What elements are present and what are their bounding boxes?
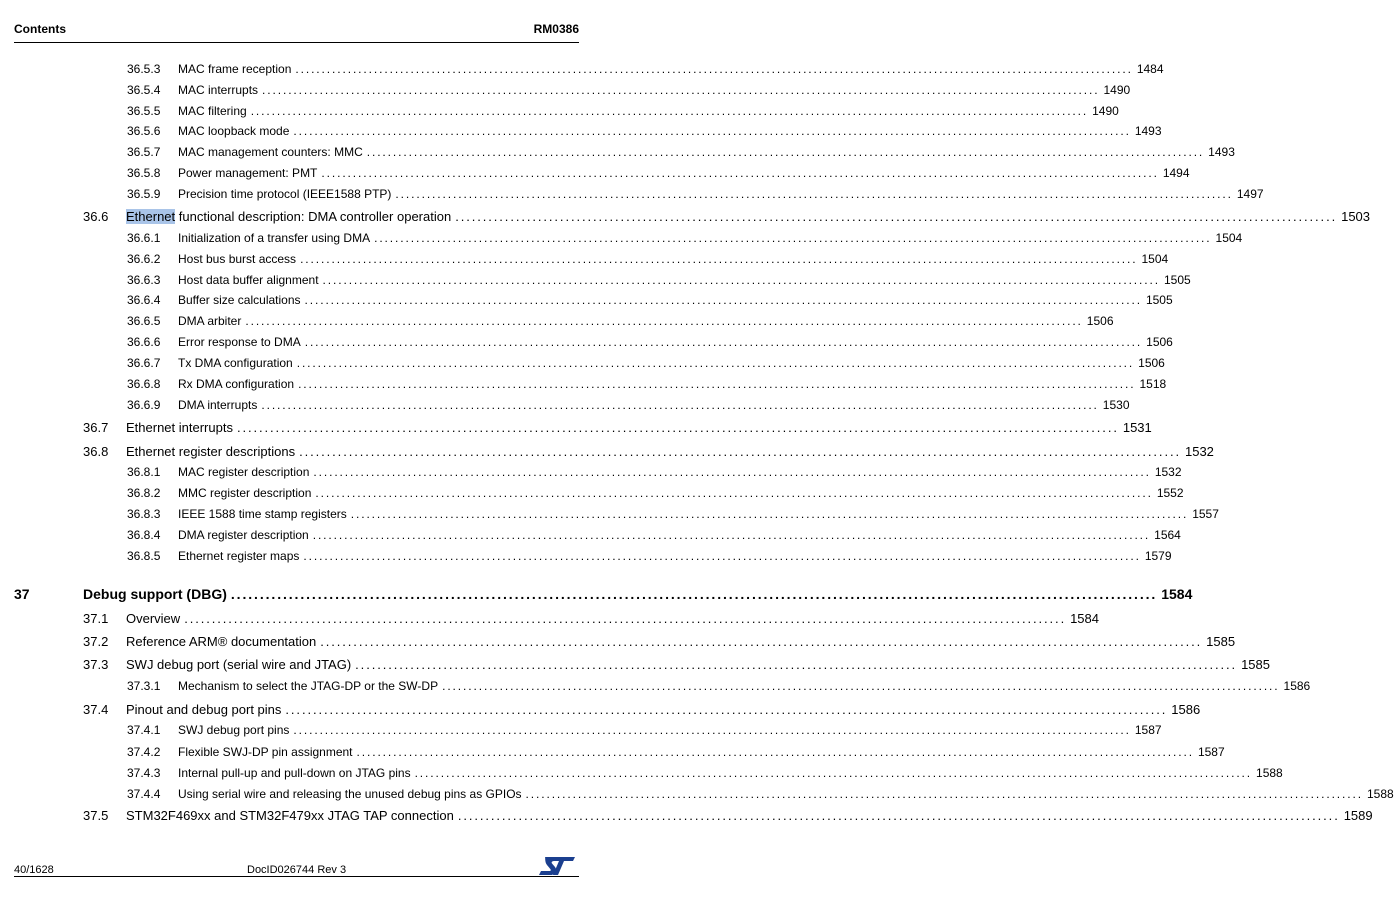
toc-entry-title[interactable]: Initialization of a transfer using DMA — [178, 231, 371, 245]
toc-entry-number: 37.1 — [83, 611, 109, 626]
toc-entry[interactable] — [14, 335, 1173, 353]
toc-entry-number: 36.6 — [83, 209, 109, 224]
toc-entry-title[interactable]: Debug support (DBG) — [83, 586, 227, 602]
toc-entry-page: 1490 — [1103, 83, 1131, 97]
toc-entry-page: 1490 — [1092, 104, 1119, 118]
dot-leader: ................................................................................................................................................................ — [315, 486, 1153, 500]
toc-entry[interactable] — [14, 420, 1152, 438]
toc-entry[interactable] — [14, 808, 1373, 826]
toc-entry-page: 1518 — [1139, 377, 1167, 391]
toc-entry-title[interactable]: Using serial wire and releasing the unused debug pins as GPIOs — [178, 787, 522, 801]
dot-leader: ................................................................................................................................................................ — [312, 528, 1151, 542]
toc-entry-number: 37.3 — [83, 657, 109, 672]
toc-entry-number: 36.5.7 — [127, 145, 161, 159]
dot-leader: ................................................................................................................................................................ — [299, 444, 1181, 459]
toc-entry[interactable] — [14, 723, 1162, 741]
toc-entry[interactable] — [14, 231, 1243, 249]
toc-entry-title[interactable]: Power management: PMT — [178, 166, 318, 180]
dot-leader: ................................................................................................................................................................ — [261, 398, 1099, 412]
toc-entry-number: 37.4.2 — [127, 745, 161, 759]
running-header-doc-code: RM0386 — [533, 22, 579, 36]
toc-entry[interactable] — [14, 273, 1191, 291]
toc-entry[interactable] — [14, 702, 1201, 720]
toc-entry-number: 37.2 — [83, 634, 109, 649]
toc-entry-page: 1494 — [1162, 166, 1190, 180]
toc-entry-title[interactable]: MAC filtering — [178, 104, 247, 118]
toc-entry-page: 1588 — [1366, 787, 1394, 801]
dot-leader: ................................................................................................................................................................ — [303, 549, 1141, 563]
toc-entry-page: 1506 — [1086, 314, 1114, 328]
toc-entry-page: 1531 — [1122, 420, 1152, 435]
toc-entry-page: 1503 — [1341, 209, 1371, 224]
toc-entry-page: 1493 — [1134, 124, 1162, 138]
dot-leader: ................................................................................................................................................................ — [236, 420, 1119, 435]
dot-leader: ................................................................................................................................................................ — [250, 104, 1089, 118]
toc-entry-page: 1552 — [1156, 486, 1184, 500]
dot-leader: ................................................................................................................................................................ — [184, 611, 1067, 626]
dot-leader: ................................................................................................................................................................ — [395, 187, 1233, 201]
toc-entry[interactable] — [14, 377, 1167, 395]
toc-entry-title[interactable]: SWJ debug port (serial wire and JTAG) — [126, 657, 352, 672]
toc-entry-title[interactable]: Pinout and debug port pins — [126, 702, 282, 717]
toc-entry-page: 1504 — [1141, 252, 1169, 266]
toc-entry-title-rest: functional description: DMA controller operation — [175, 209, 452, 224]
toc-entry[interactable] — [14, 444, 1214, 462]
toc-entry-page: 1585 — [1206, 634, 1236, 649]
toc-entry-page: 1586 — [1171, 702, 1201, 717]
toc-entry-title[interactable]: Ethernet register descriptions — [126, 444, 296, 459]
dot-leader: ................................................................................................................................................................ — [356, 745, 1194, 759]
toc-entry-number: 36.5.4 — [127, 83, 161, 97]
toc-entry-page: 1504 — [1215, 231, 1243, 245]
toc-entry-number: 36.6.2 — [127, 252, 161, 266]
toc-entry-title[interactable]: Error response to DMA — [178, 335, 301, 349]
toc-entry-title[interactable]: DMA interrupts — [178, 398, 258, 412]
selected-text-highlight: Ethernet — [126, 209, 176, 224]
toc-entry[interactable] — [14, 634, 1236, 652]
toc-entry-number: 36.8.3 — [127, 507, 161, 521]
toc-entry-page: 1579 — [1144, 549, 1172, 563]
footer-page-count: 40/1628 — [14, 864, 54, 876]
toc-entry-page: 1506 — [1146, 335, 1173, 349]
toc-entry-title[interactable]: DMA arbiter — [178, 314, 242, 328]
footer-doc-id: DocID026744 Rev 3 — [247, 864, 347, 876]
toc-entry[interactable] — [14, 549, 1172, 567]
dot-leader: ................................................................................................................................................................ — [293, 124, 1131, 138]
st-logo-icon — [538, 856, 576, 876]
dot-leader: ................................................................................................................................................................ — [320, 634, 1203, 649]
dot-leader: ................................................................................................................................................................ — [304, 293, 1142, 307]
toc-entry-number: 37.4.4 — [127, 787, 161, 801]
dot-leader: ................................................................................................................................................................ — [293, 723, 1131, 737]
toc-entry-number: 36.7 — [83, 420, 109, 435]
toc-entry-number: 36.6.5 — [127, 314, 161, 328]
dot-leader: ................................................................................................................................................................ — [457, 808, 1340, 823]
toc-entry-page: 1484 — [1136, 62, 1164, 76]
dot-leader: ................................................................................................................................................................ — [295, 62, 1133, 76]
toc-entry[interactable] — [14, 293, 1173, 311]
toc-entry-title[interactable]: Host data buffer alignment — [178, 273, 319, 287]
toc-entry-title[interactable]: Overview — [126, 611, 181, 626]
toc-entry-title[interactable]: STM32F469xx and STM32F479xx JTAG TAP connection — [126, 808, 454, 823]
toc-entry[interactable] — [14, 314, 1114, 332]
toc-entry[interactable] — [14, 766, 1283, 784]
toc-entry-number: 37.5 — [83, 808, 109, 823]
toc-entry[interactable] — [14, 252, 1169, 270]
toc-entry-title[interactable]: Host bus burst access — [178, 252, 297, 266]
toc-entry-title[interactable]: Reference ARM® documentation — [126, 634, 317, 649]
dot-leader: ................................................................................................................................................................ — [355, 657, 1238, 672]
dot-leader: ................................................................................................................................................................ — [245, 314, 1083, 328]
toc-entry-title[interactable]: Buffer size calculations — [178, 293, 301, 307]
dot-leader: ................................................................................................................................................................ — [296, 356, 1135, 370]
toc-entry-number: 36.6.3 — [127, 273, 161, 287]
toc-entry-title[interactable]: MMC register description — [178, 486, 312, 500]
toc-entry[interactable] — [14, 465, 1182, 483]
dot-leader: ................................................................................................................................................................ — [304, 335, 1143, 349]
toc-entry-page: 1532 — [1154, 465, 1182, 479]
toc-entry-page: 1587 — [1134, 723, 1162, 737]
toc-entry-number: 37.3.1 — [127, 679, 161, 693]
toc-entry-title[interactable]: MAC loopback mode — [178, 124, 290, 138]
toc-entry-page: 1505 — [1145, 293, 1173, 307]
toc-entry-page: 1584 — [1070, 611, 1099, 626]
toc-entry-number: 36.5.9 — [127, 187, 161, 201]
toc-entry-title[interactable]: Ethernet register maps — [178, 549, 300, 563]
dot-leader: ................................................................................................................................................................ — [442, 679, 1280, 693]
toc-entry-title[interactable]: MAC register description — [178, 465, 310, 479]
toc-entry-page: 1586 — [1283, 679, 1311, 693]
toc-entry-title[interactable]: Rx DMA configuration — [178, 377, 295, 391]
toc-entry-title[interactable]: MAC management counters: MMC — [178, 145, 363, 159]
header-rule — [14, 42, 579, 43]
toc-entry-number: 36.8 — [83, 444, 109, 459]
toc-entry[interactable] — [14, 356, 1165, 374]
toc-entry[interactable] — [14, 486, 1184, 504]
toc-entry[interactable] — [14, 62, 1164, 80]
toc-entry-title[interactable]: Tx DMA configuration — [178, 356, 293, 370]
toc-entry[interactable] — [14, 145, 1235, 163]
toc-entry-number: 37.4.1 — [127, 723, 161, 737]
toc-entry[interactable] — [14, 187, 1264, 205]
toc-entry-title[interactable]: DMA register description — [178, 528, 309, 542]
toc-entry-page: 1530 — [1102, 398, 1130, 412]
toc-entry-title[interactable]: Ethernet interrupts — [126, 420, 233, 435]
toc-entry-page: 1589 — [1343, 808, 1373, 823]
footer-rule — [14, 876, 579, 877]
toc-entry-title[interactable]: IEEE 1588 time stamp registers — [178, 507, 347, 521]
toc-entry-number: 36.8.4 — [127, 528, 161, 542]
dot-leader: ................................................................................................................................................................ — [350, 507, 1189, 521]
toc-entry[interactable] — [14, 398, 1130, 416]
dot-leader: ................................................................................................................................................................ — [285, 702, 1168, 717]
toc-entry-number: 36.5.3 — [127, 62, 161, 76]
toc-entry-number: 36.6.8 — [127, 377, 161, 391]
dot-leader: ................................................................................................................................................................ — [300, 252, 1138, 266]
toc-entry[interactable] — [14, 679, 1311, 697]
toc-entry[interactable] — [14, 83, 1131, 101]
toc-entry[interactable] — [14, 745, 1225, 763]
toc-entry[interactable] — [14, 209, 1371, 227]
toc-entry[interactable] — [14, 166, 1190, 184]
toc-entry-number: 36.5.6 — [127, 124, 161, 138]
toc-entry-title[interactable]: Precision time protocol (IEEE1588 PTP) — [178, 187, 392, 201]
running-header-section: Contents — [14, 22, 66, 36]
dot-leader: ................................................................................................................................................................ — [374, 231, 1212, 245]
toc-entry-number: 36.5.5 — [127, 104, 161, 118]
dot-leader: ................................................................................................................................................................ — [525, 787, 1363, 801]
toc-entry-number: 37.4 — [83, 702, 109, 717]
dot-leader: ................................................................................................................................................................ — [366, 145, 1205, 159]
dot-leader: ................................................................................................................................................................ — [455, 209, 1338, 224]
toc-entry-page: 1505 — [1163, 273, 1191, 287]
toc-entry[interactable] — [14, 528, 1181, 546]
toc-entry-page: 1564 — [1154, 528, 1181, 542]
toc-entry-number: 36.8.2 — [127, 486, 161, 500]
dot-leader: ................................................................................................................................................................ — [322, 273, 1160, 287]
toc-entry-page: 1588 — [1256, 766, 1283, 780]
toc-entry-title[interactable]: Internal pull-up and pull-down on JTAG pins — [178, 766, 411, 780]
toc-entry-number: 36.6.4 — [127, 293, 161, 307]
toc-entry-title[interactable] — [126, 209, 451, 224]
toc-entry[interactable] — [14, 657, 1270, 675]
toc-entry-title[interactable]: MAC frame reception — [178, 62, 292, 76]
toc-entry-number: 36.8.5 — [127, 549, 161, 563]
toc-entry[interactable] — [14, 507, 1219, 525]
toc-entry-number: 36.6.7 — [127, 356, 161, 370]
toc-entry-number: 36.5.8 — [127, 166, 161, 180]
toc-entry-page: 1557 — [1192, 507, 1219, 521]
toc-entry[interactable] — [14, 586, 1193, 604]
dot-leader: ................................................................................................................................................................ — [298, 377, 1136, 391]
toc-entry-title[interactable]: MAC interrupts — [178, 83, 259, 97]
toc-entry[interactable] — [14, 611, 1099, 629]
toc-entry[interactable] — [14, 104, 1119, 122]
toc-entry-page: 1532 — [1184, 444, 1214, 459]
toc-entry-number: 37.4.3 — [127, 766, 161, 780]
toc-entry[interactable] — [14, 124, 1162, 142]
toc-entry-page: 1506 — [1138, 356, 1165, 370]
dot-leader: ................................................................................................................................................................ — [262, 83, 1100, 97]
dot-leader: ................................................................................................................................................................ — [230, 586, 1158, 602]
toc-entry-page: 1587 — [1197, 745, 1225, 759]
toc-entry-page: 1584 — [1161, 586, 1193, 602]
toc-entry-page: 1497 — [1236, 187, 1264, 201]
toc-entry-number: 37 — [14, 586, 30, 602]
toc-entry-number: 36.6.6 — [127, 335, 161, 349]
toc-entry[interactable] — [14, 787, 1394, 805]
dot-leader: ................................................................................................................................................................ — [414, 766, 1253, 780]
toc-entry-number: 36.8.1 — [127, 465, 161, 479]
toc-entry-title[interactable]: Mechanism to select the JTAG-DP or the SW-DP — [178, 679, 439, 693]
toc-entry-number: 36.6.1 — [127, 231, 161, 245]
toc-entry-page: 1493 — [1208, 145, 1235, 159]
dot-leader: ................................................................................................................................................................ — [313, 465, 1151, 479]
toc-entry-title[interactable]: Flexible SWJ-DP pin assignment — [178, 745, 353, 759]
toc-entry-number: 36.6.9 — [127, 398, 161, 412]
toc-entry-page: 1585 — [1241, 657, 1270, 672]
dot-leader: ................................................................................................................................................................ — [321, 166, 1159, 180]
toc-entry-title[interactable]: SWJ debug port pins — [178, 723, 290, 737]
